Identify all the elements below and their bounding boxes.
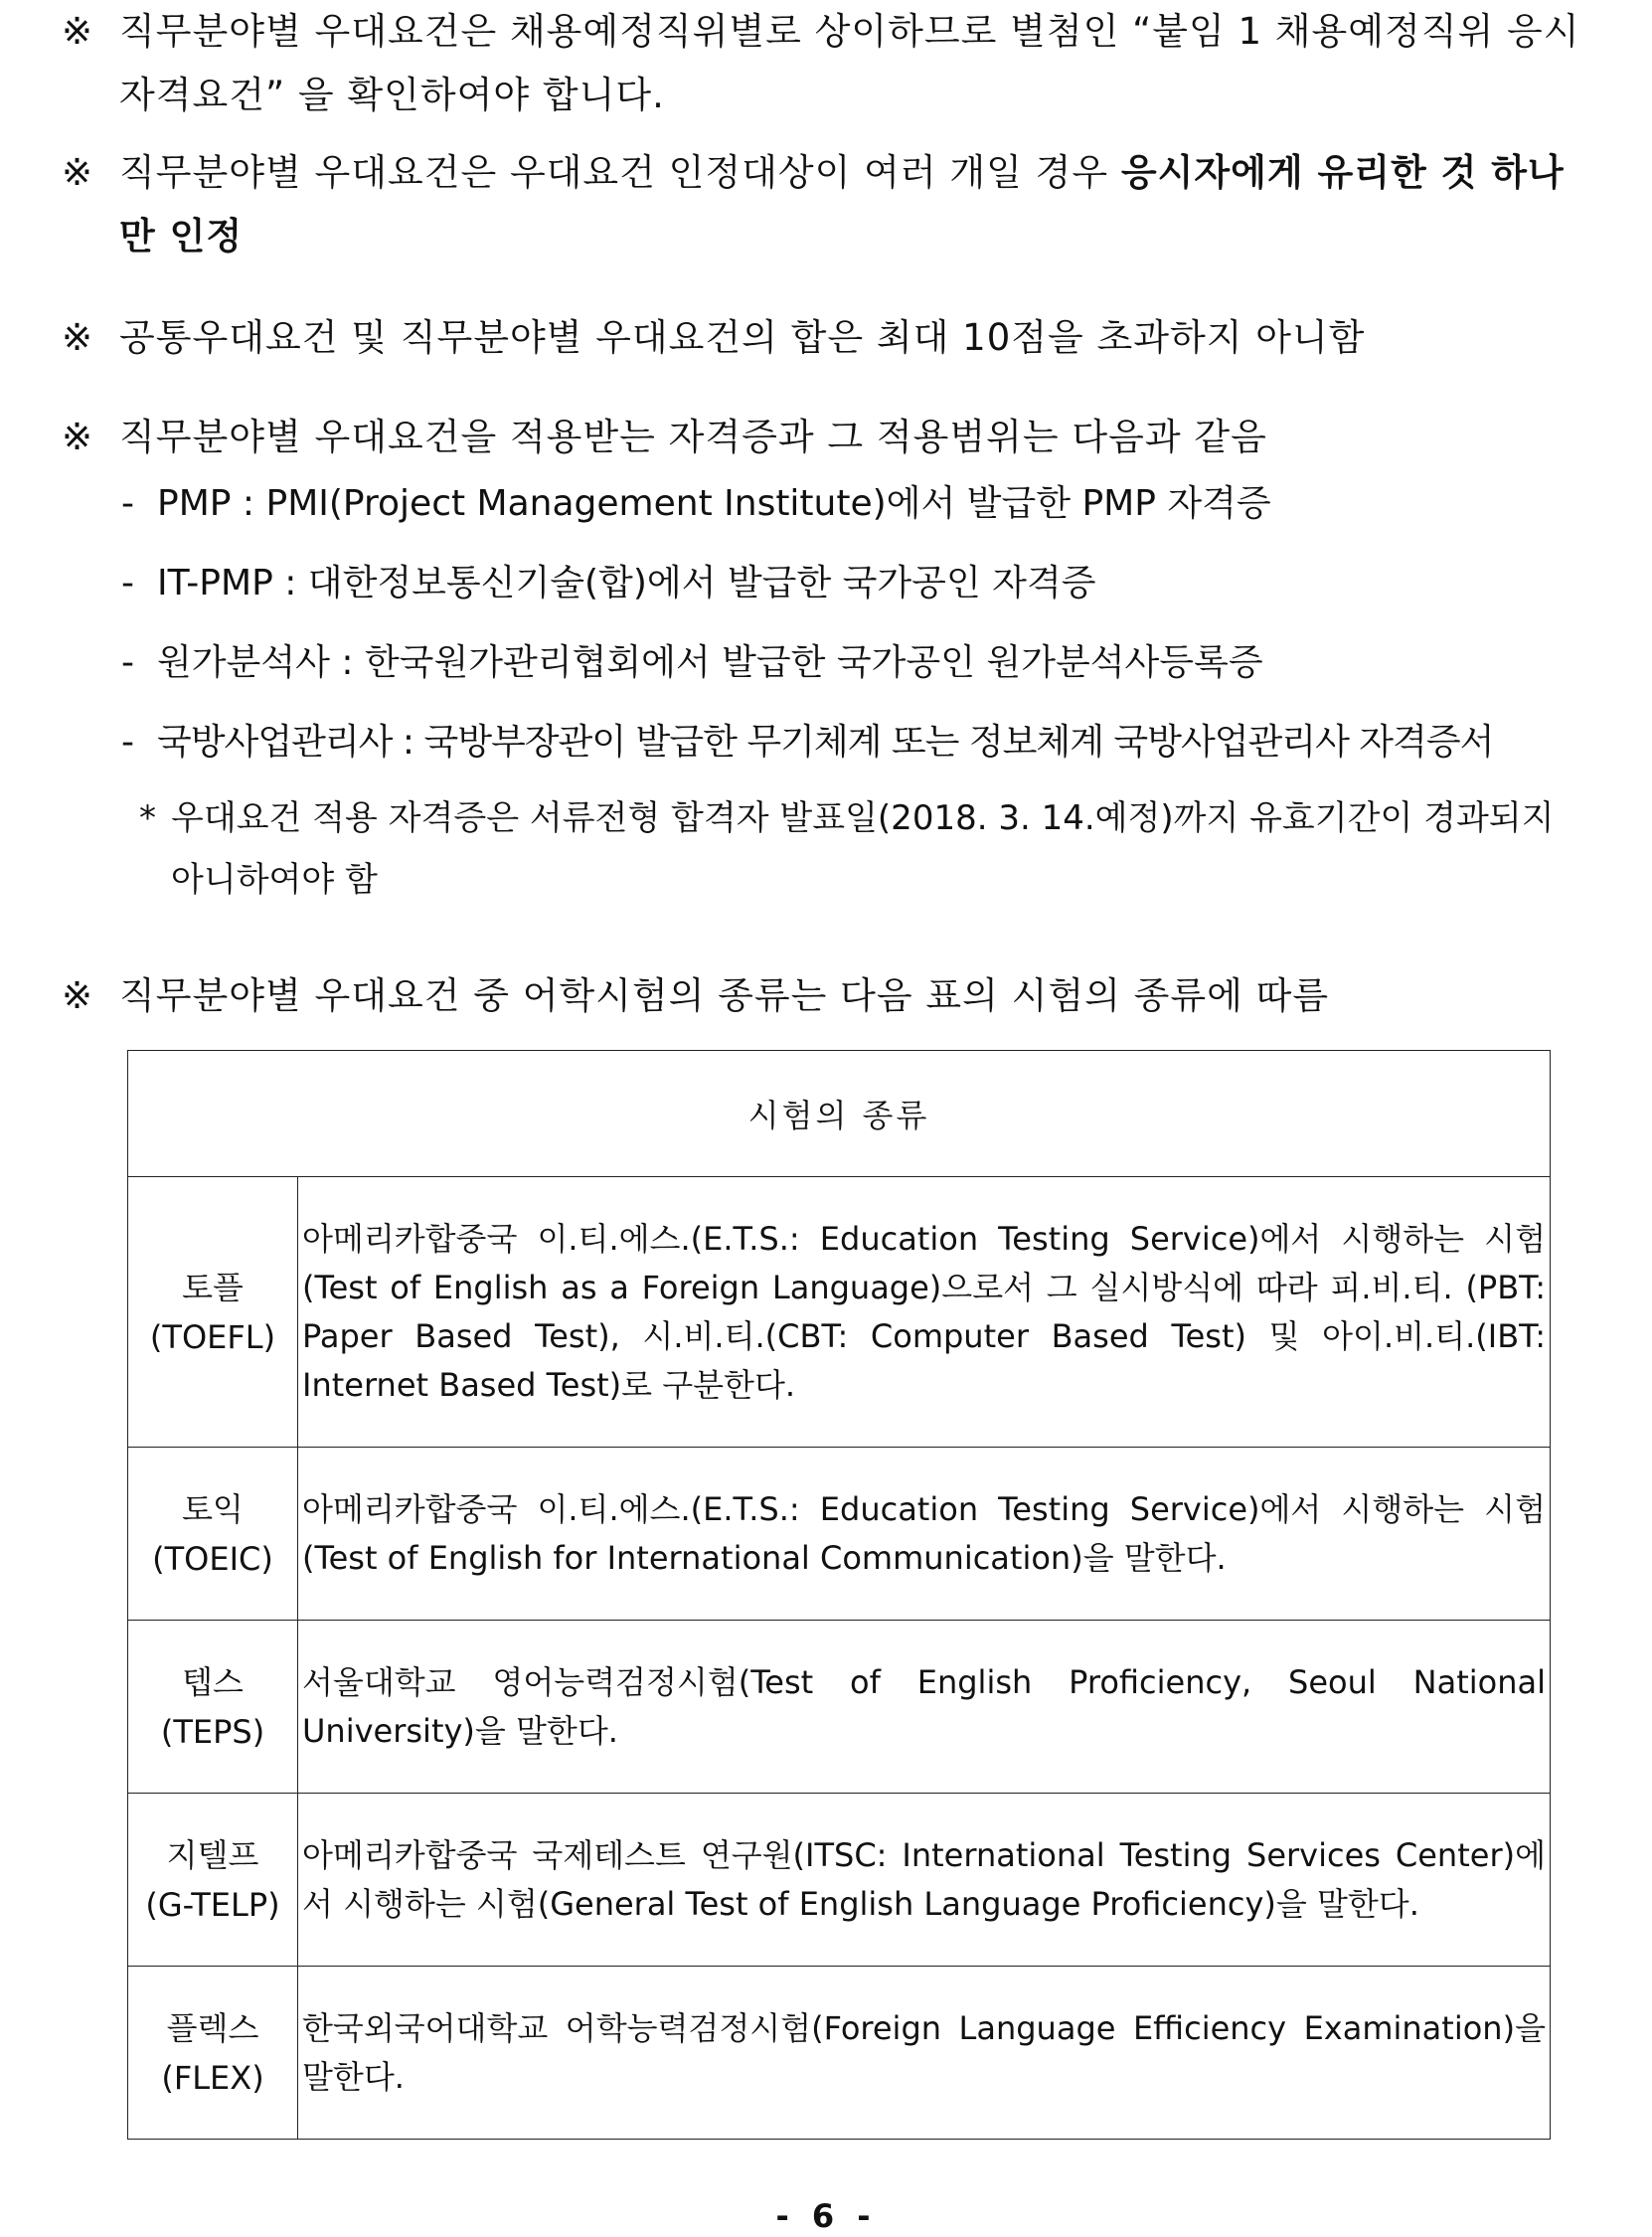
reference-mark: ※: [62, 316, 94, 359]
note-5: [62, 964, 1592, 1028]
exam-name: 텝스 (TEPS): [128, 1621, 298, 1794]
note-bold-text: 응시자에게 유리한 것 하나만 인정: [119, 151, 1565, 258]
note-3: [62, 306, 1592, 370]
list-item: - 원가분석사 : 한국원가관리협회에서 발급한 국가공인 원가분석사등록증: [121, 642, 1263, 683]
table-header-row: [128, 1051, 1551, 1177]
exam-description: 아메리카합중국 국제테스트 연구원(ITSC: International Testing Services Center)에서 시행하는 시험(General Test of English Language Proficiency)을 말한다.: [298, 1794, 1551, 1967]
table-header: 시험의 종류: [128, 1051, 1551, 1177]
table-row: [128, 1794, 1551, 1967]
exam-name: 지텔프 (G-TELP): [128, 1794, 298, 1967]
list-item: - PMP : PMI(Project Management Institute)에서 발급한 PMP 자격증: [121, 483, 1271, 524]
table-row: [128, 1967, 1551, 2140]
certificate-list: [121, 477, 1592, 795]
note-1: [62, 0, 1592, 127]
exam-name: 토플 (TOEFL): [128, 1177, 298, 1448]
exam-name: 플렉스 (FLEX): [128, 1967, 298, 2140]
note-text: 공통우대요건 및 직무분야별 우대요건의 합은 최대 10점을 초과하지 아니함: [119, 316, 1366, 359]
note-text: 직무분야별 우대요건은 우대요건 인정대상이 여러 개일 경우: [119, 151, 1121, 194]
table-row: [128, 1621, 1551, 1794]
note-2: [62, 141, 1592, 268]
exam-description: 한국외국어대학교 어학능력검정시험(Foreign Language Efficiency Examination)을 말한다.: [298, 1967, 1551, 2140]
exam-name: 토익 (TOEIC): [128, 1448, 298, 1621]
list-item: - 국방사업관리사 : 국방부장관이 발급한 무기체계 또는 정보체계 국방사업관리사 자격증서: [121, 722, 1494, 763]
reference-mark: ※: [62, 974, 94, 1017]
note-text: 직무분야별 우대요건은 채용예정직위별로 상이하므로 별첨인 “붙임 1 채용예정직위 응시자격요건” 을 확인하여야 합니다.: [119, 10, 1580, 116]
note-text: 직무분야별 우대요건을 적용받는 자격증과 그 적용범위는 다음과 같음: [119, 416, 1267, 458]
page-number: - 6 -: [775, 2197, 877, 2235]
table-row: [128, 1177, 1551, 1448]
list-item: - IT-PMP : 대한정보통신기술(합)에서 발급한 국가공인 자격증: [121, 563, 1096, 603]
exam-description: 아메리카합중국 이.티.에스.(E.T.S.: Education Testing Service)에서 시행하는 시험(Test of English as a Foreign Language)으로서 그 실시방식에 따라 피.비.티. (PBT: Paper Based Test), 시.비.티.(CBT: Computer Based Test) 및 아이.비.티.(IBT: Internet Based Test)로 구분한다.: [298, 1177, 1551, 1448]
reference-mark: ※: [62, 10, 94, 53]
footnote: [139, 787, 1580, 911]
certificate-text: PMP : PMI(Project Management Institute)에서 발급한 PMP 자격증: [157, 483, 1271, 524]
certificate-text: 국방사업관리사 : 국방부장관이 발급한 무기체계 또는 정보체계 국방사업관리사 자격증서: [157, 722, 1494, 763]
reference-mark: ※: [62, 416, 94, 458]
footnote-text: 우대요건 적용 자격증은 서류전형 합격자 발표일(2018. 3. 14.예정)까지 유효기간이 경과되지 아니하여야 함: [171, 798, 1555, 900]
note-text: 직무분야별 우대요건 중 어학시험의 종류는 다음 표의 시험의 종류에 따름: [119, 974, 1330, 1017]
exam-types-table: [127, 1050, 1551, 2140]
certificate-text: IT-PMP : 대한정보통신기술(합)에서 발급한 국가공인 자격증: [157, 563, 1096, 603]
footnote-star: *: [139, 798, 156, 838]
exam-description: 서울대학교 영어능력검정시험(Test of English Proficiency, Seoul National University)을 말한다.: [298, 1621, 1551, 1794]
reference-mark: ※: [62, 151, 94, 194]
table-row: [128, 1448, 1551, 1621]
exam-description: 아메리카합중국 이.티.에스.(E.T.S.: Education Testing Service)에서 시행하는 시험(Test of English for International Communication)을 말한다.: [298, 1448, 1551, 1621]
certificate-text: 원가분석사 : 한국원가관리협회에서 발급한 국가공인 원가분석사등록증: [157, 642, 1263, 683]
note-4: [62, 406, 1592, 469]
